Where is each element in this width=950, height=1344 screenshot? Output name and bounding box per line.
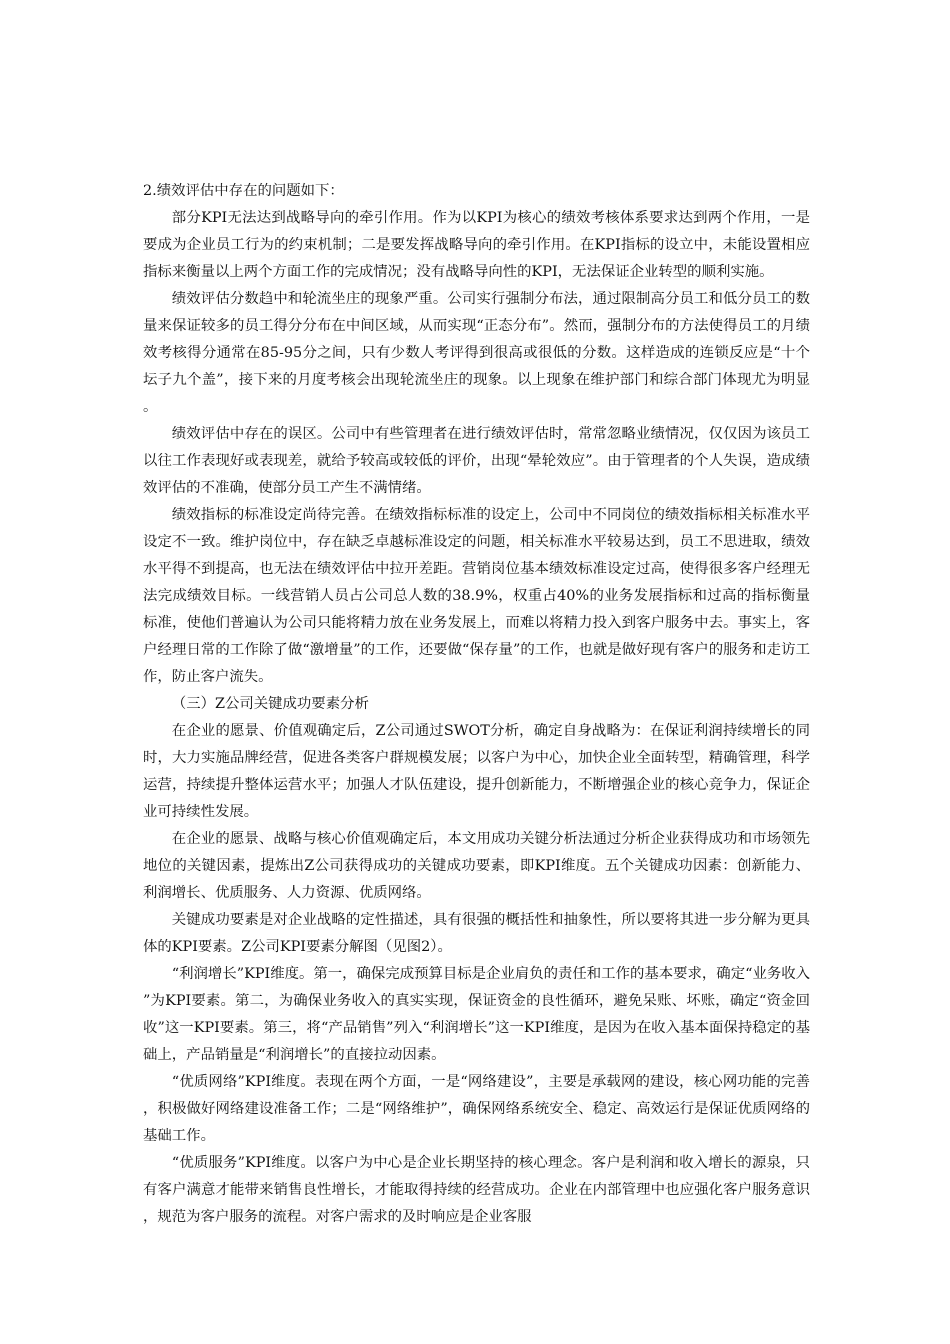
section-heading: 2.绩效评估中存在的问题如下： xyxy=(143,183,344,199)
paragraph-indicator-standards: 绩效指标的标准设定尚待完善。在绩效指标标准的设定上，公司中不同岗位的绩效指标相关标准水平设定不一致。维护岗位中，存在缺乏卓越标准设定的问题，相关标准水平较易达到，员工不思进取，绩效水平得不到提高，也无法在绩效评估中拉开差距。营销岗位基本绩效标准设定过高，使得很多客户经理无法完成绩效目标。一线营销人员占公司总人数的38.9%，权重占40%的业务发展指标和过高的指标衡量标准，使他们普遍认为公司只能将精力放在业务发展上，而难以将精力投入到客户服务中去。事实上，客户经理日常的工作除了做“激增量”的工作，还要做“保存量”的工作，也就是做好现有客户的服务和走访工作，防止客户流失。 xyxy=(143,507,810,685)
paragraph-key-success-factors: 在企业的愿景、战略与核心价值观确定后，本文用成功关键分析法通过分析企业获得成功和市场领先地位的关键因素，提炼出Z公司获得成功的关键成功要素，即KPI维度。五个关键成功因素：创新能力、利润增长、优质服务、人力资源、优质网络。 xyxy=(143,831,810,901)
paragraph-kpi-decomposition: 关键成功要素是对企业战略的定性描述，具有很强的概括性和抽象性，所以要将其进一步分解为更具体的KPI要素。Z公司KPI要素分解图（见图2）。 xyxy=(143,912,810,955)
section-subheading: （三）Z公司关键成功要素分析 xyxy=(171,696,369,712)
paragraph-score-centralization: 绩效评估分数趋中和轮流坐庄的现象严重。公司实行强制分布法，通过限制高分员工和低分员工的数量来保证较多的员工得分分布在中间区域，从而实现“正态分布”。然而，强制分布的方法使得员工的月绩效考核得分通常在85-95分之间，只有少数人考评得到很高或很低的分数。这样造成的连锁反应是“十个坛子九个盖”，接下来的月度考核会出现轮流坐庄的现象。以上现象在维护部门和综合部门体现尤为明显。 xyxy=(143,291,810,415)
paragraph-quality-network: “优质网络”KPI维度。表现在两个方面，一是“网络建设”，主要是承载网的建设，核心网功能的完善，积极做好网络建设准备工作；二是“网络维护”，确保网络系统安全、稳定、高效运行是保证优质网络的基础工作。 xyxy=(143,1074,810,1144)
paragraph-profit-growth: “利润增长”KPI维度。第一，确保完成预算目标是企业肩负的责任和工作的基本要求，确定“业务收入”为KPI要素。第二，为确保业务收入的真实实现，保证资金的良性循环，避免呆账、坏账，确定“资金回收”这一KPI要素。第三，将“产品销售”列入“利润增长”这一KPI维度，是因为在收入基本面保持稳定的基础上，产品销量是“利润增长”的直接拉动因素。 xyxy=(143,966,811,1063)
paragraph-strategy: 在企业的愿景、价值观确定后，Z公司通过SWOT分析，确定自身战略为：在保证利润持续增长的同时，大力实施品牌经营，促进各类客户群规模发展；以客户为中心，加快企业全面转型，精确管理，科学运营，持续提升整体运营水平；加强人才队伍建设，提升创新能力，不断增强企业的核心竞争力，保证企业可持续性发展。 xyxy=(143,723,810,820)
paragraph-quality-service: “优质服务”KPI维度。以客户为中心是企业长期坚持的核心理念。客户是利润和收入增长的源泉，只有客户满意才能带来销售良性增长，才能取得持续的经营成功。企业在内部管理中也应强化客户服务意识，规范为客户服务的流程。对客户需求的及时响应是企业客服 xyxy=(143,1155,810,1225)
paragraph-evaluation-errors: 绩效评估中存在的误区。公司中有些管理者在进行绩效评估时，常常忽略业绩情况，仅仅因为该员工以往工作表现好或表现差，就给予较高或较低的评价，出现“晕轮效应”。由于管理者的个人失误，造成绩效评估的不准确，使部分员工产生不满情绪。 xyxy=(143,426,810,496)
document-body xyxy=(143,178,810,1231)
paragraph-kpi-guidance: 部分KPI无法达到战略导向的牵引作用。作为以KPI为核心的绩效考核体系要求达到两个作用，一是要成为企业员工行为的约束机制；二是要发挥战略导向的牵引作用。在KPI指标的设立中，未能设置相应指标来衡量以上两个方面工作的完成情况；没有战略导向性的KPI，无法保证企业转型的顺利实施。 xyxy=(143,210,810,280)
